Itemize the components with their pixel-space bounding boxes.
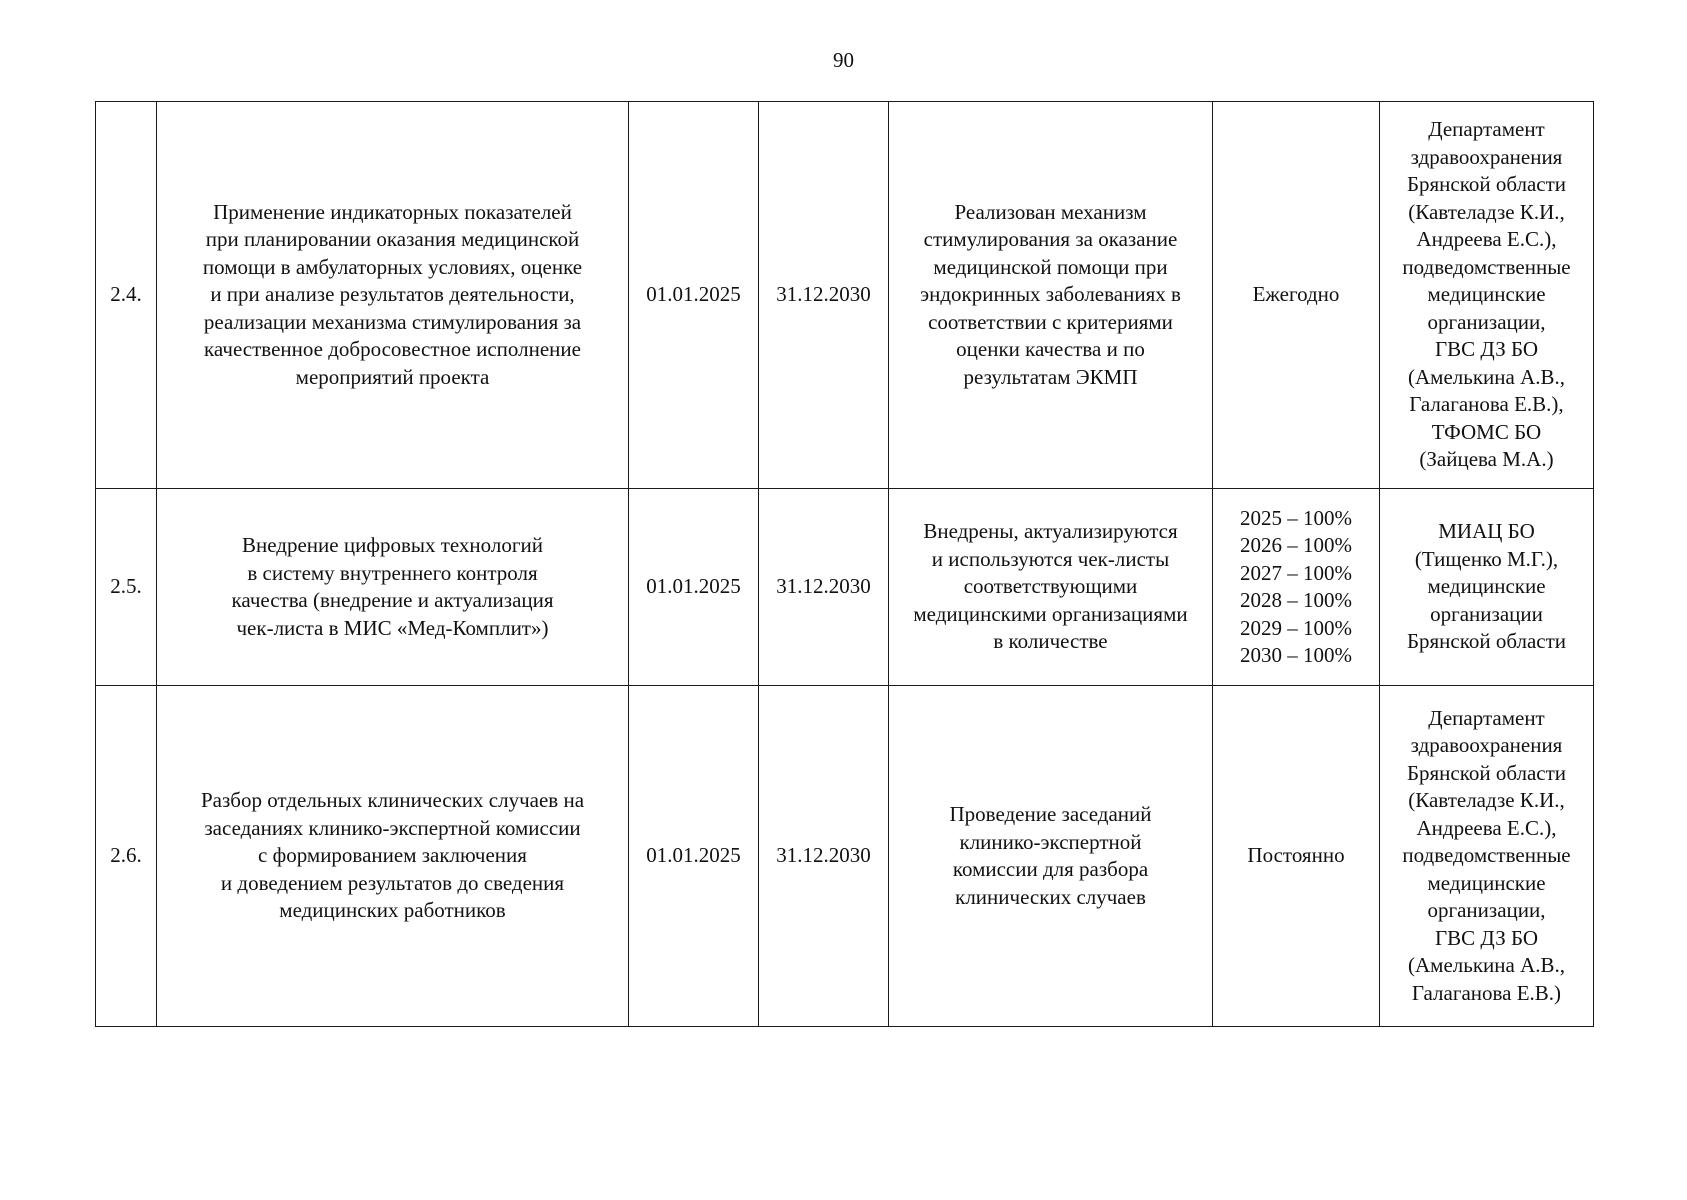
page-number: 90 [833, 48, 854, 72]
row-number-cell: 2.4. [96, 102, 157, 489]
result-cell: Внедрены, актуализируются и используются чек-листы соответствующими медицинскими организациями в количестве [889, 489, 1213, 686]
start-date-cell: 01.01.2025 [629, 489, 759, 686]
end-date-cell: 31.12.2030 [759, 686, 889, 1027]
result-cell: Реализован механизм стимулирования за оказание медицинской помощи при эндокринных заболеваниях в соответствии с критериями оценки качества и по результатам ЭКМП [889, 102, 1213, 489]
table-row [96, 686, 1594, 1027]
indicator-value: 2026 – 100% [1240, 533, 1352, 557]
indicator-value: 2030 – 100% [1240, 643, 1352, 667]
end-date-cell: 31.12.2030 [759, 489, 889, 686]
indicator-cell [1213, 686, 1380, 1027]
indicator-cell [1213, 102, 1380, 489]
indicator-value: 2025 – 100% [1240, 505, 1352, 530]
indicator-value: Ежегодно [1252, 282, 1340, 307]
event-cell: Разбор отдельных клинических случаев на заседаниях клинико-экспертной комиссии с формированием заключения и доведением результатов до сведения медицинских работников [157, 686, 629, 1027]
event-cell: Применение индикаторных показателей при планировании оказания медицинской помощи в амбулаторных условиях, оценке и при анализе результатов деятельности, реализации механизма стимулирования за качественное добросовестное исполнение мероприятий проекта [157, 102, 629, 489]
event-cell: Внедрение цифровых технологий в систему внутреннего контроля качества (внедрение и актуализация чек-листа в МИС «Мед-Комплит») [157, 489, 629, 686]
result-cell: Проведение заседаний клинико-экспертной комиссии для разбора клинических случаев [889, 686, 1213, 1027]
start-date-cell: 01.01.2025 [629, 102, 759, 489]
row-number-cell: 2.5. [96, 489, 157, 686]
indicator-value: Постоянно [1247, 843, 1345, 868]
measures-table [95, 101, 1594, 1027]
end-date-cell: 31.12.2030 [759, 102, 889, 489]
responsible-cell: МИАЦ БО (Тищенко М.Г.), медицинские организации Брянской области [1380, 489, 1594, 686]
responsible-cell: Департамент здравоохранения Брянской области (Кавтеладзе К.И., Андреева Е.С.), подведомственные медицинские организации, ГВС ДЗ БО (Амелькина А.В., Галаганова Е.В.) [1380, 686, 1594, 1027]
responsible-cell: Департамент здравоохранения Брянской области (Кавтеладзе К.И., Андреева Е.С.), подведомственные медицинские организации, ГВС ДЗ БО (Амелькина А.В., Галаганова Е.В.), ТФОМС БО (Зайцева М.А.) [1380, 102, 1594, 489]
indicator-value: 2027 – 100% [1240, 560, 1352, 585]
indicator-value: 2029 – 100% [1240, 615, 1352, 640]
table-row [96, 489, 1594, 686]
row-number-cell: 2.6. [96, 686, 157, 1027]
indicator-cell [1213, 489, 1380, 686]
indicator-value: 2028 – 100% [1240, 588, 1352, 612]
table-row [96, 102, 1594, 489]
start-date-cell: 01.01.2025 [629, 686, 759, 1027]
